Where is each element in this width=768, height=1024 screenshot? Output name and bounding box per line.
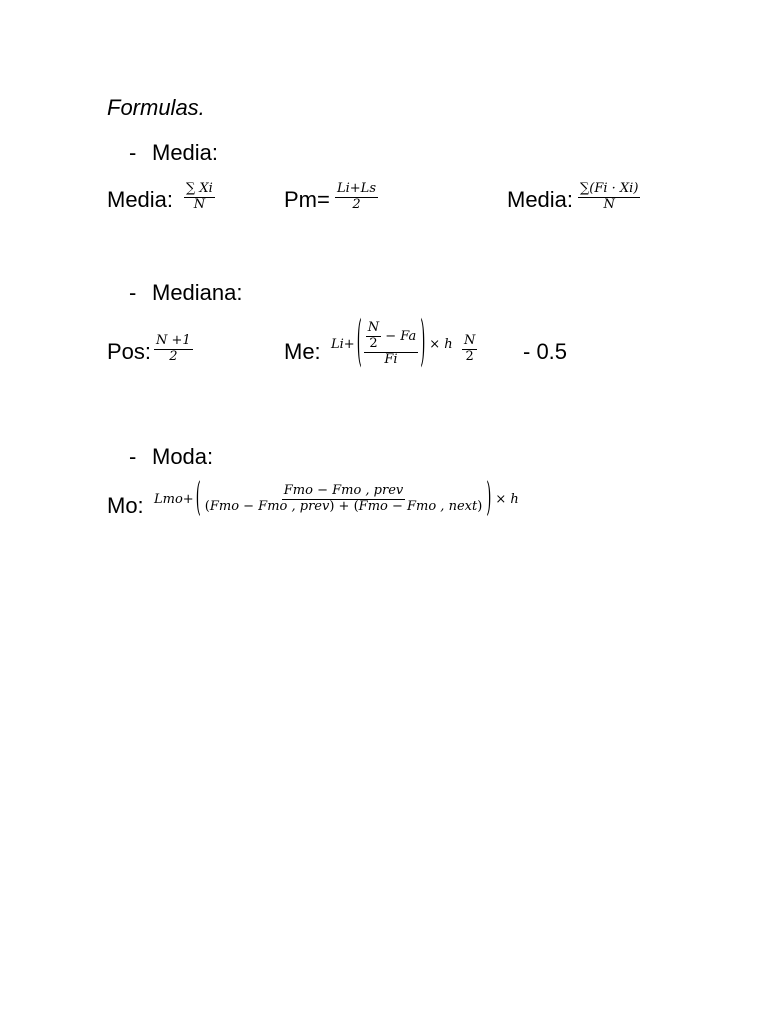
pos-formula-fraction: $\frac{N +1}{2}$ (156, 333, 191, 364)
me-formula-expression: Li+ ( $\frac{N}{2}$ − Fa Fi ) × h (331, 312, 453, 376)
media-formula-fraction: $\frac{\sum Xi}{N}$ (186, 181, 213, 212)
section-title-mediana: Mediana: (152, 280, 243, 305)
pos-formula-label: Pos: (107, 339, 152, 364)
media-weighted-formula-fraction: $\frac{\sum(Fi \cdot Xi)}{N}$ (580, 181, 639, 212)
page-heading: Formulas. (107, 95, 205, 120)
mo-formula-label: Mo: (107, 493, 144, 518)
media-formula-label: Media: (107, 187, 174, 212)
pm-formula-label: Pm= (284, 187, 330, 212)
section-title-media: Media: (152, 140, 219, 165)
media-weighted-formula-label: Media: (507, 187, 574, 212)
mediana-side-text: - 0.5 (523, 339, 568, 364)
bullet-moda: - (129, 444, 137, 469)
mediana-side-fraction: $\frac{N}{2}$ (464, 333, 476, 364)
pm-formula-fraction: $\frac{Li+Ls}{2}$ (337, 181, 376, 212)
me-formula-label: Me: (284, 339, 321, 364)
bullet-mediana: - (129, 280, 137, 305)
section-title-moda: Moda: (152, 444, 214, 469)
mo-formula-expression: Lmo+ ( $\frac{\text{Fmo − Fmo , prev}}{\text{(Fmo − Fmo , prev) + (Fmo − Fmo , next)}}$ ) × h (154, 476, 519, 522)
bullet-media: - (129, 140, 137, 165)
